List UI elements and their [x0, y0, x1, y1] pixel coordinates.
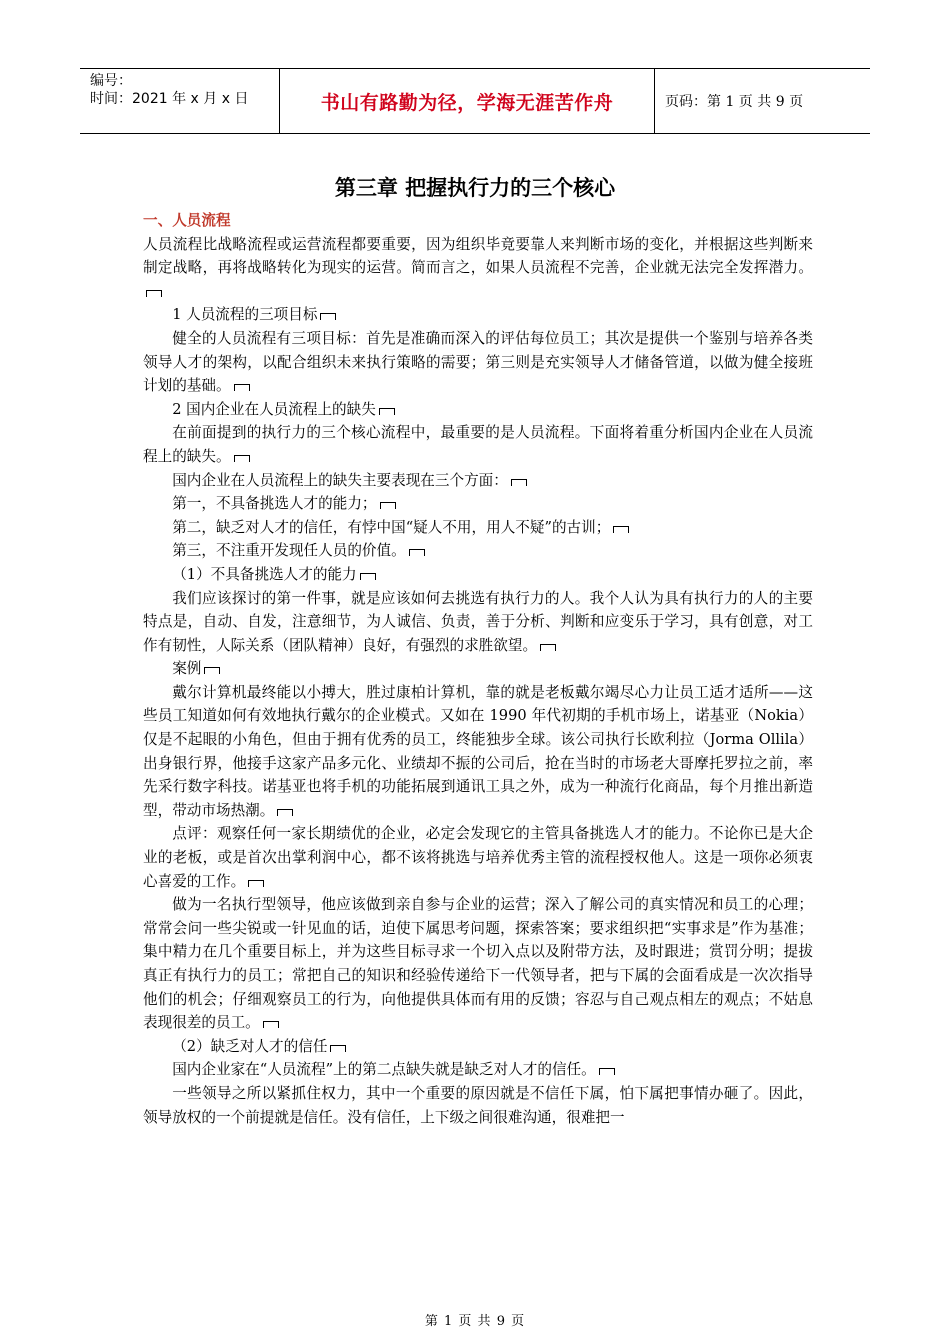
motto: 书山有路勤为径，学海无涯苦作舟: [320, 91, 614, 114]
document-body: [143, 209, 813, 1129]
paragraph: 国内企业家在“人员流程”上的第二点缺失就是缺乏对人才的信任。: [143, 1058, 813, 1082]
paragraph: 一些领导之所以紧抓住权力，其中一个重要的原因就是不信任下属，怕下属把事情办砸了。因此，领导放权的一个前提就是信任。没有信任，上下级之间很难沟通，很难把一: [143, 1084, 813, 1126]
subheading: 案例: [143, 657, 813, 681]
subheading: 1 人员流程的三项目标: [143, 303, 813, 327]
subheading: （1）不具备挑选人才的能力: [143, 563, 813, 587]
list-item: 第二，缺乏对人才的信任，有悖中国“疑人不用，用人不疑”的古训；: [143, 516, 813, 540]
subheading: 2 国内企业在人员流程上的缺失: [143, 398, 813, 422]
list-item: 第三，不注重开发现任人员的价值。: [143, 539, 813, 563]
number-label: 编号：: [90, 73, 132, 89]
list-item: 第一，不具备挑选人才的能力；: [143, 492, 813, 516]
paragraph: 做为一名执行型领导，他应该做到亲自参与企业的运营；深入了解公司的真实情况和员工的心理；常常会问一些尖锐或一针见血的话，迫使下属思考问题，探索答案；要求组织把“实事求是”作为基准；集中精力在几个重要目标上，并为这些目标寻求一个切入点以及附带方法，及时跟进；赏罚分明；提拔真正有执行力的员工；常把自己的知识和经验传递给下一代领导者，把与下属的会面看成是一次次指导他们的机会；仔细观察员工的行为，向他提供具体而有用的反馈；容忍与自己观点相左的观点；不姑息表现很差的员工。: [143, 896, 813, 1032]
paragraph: 健全的人员流程有三项目标：首先是准确而深入的评估每位员工；其次是提供一个鉴别与培养各类领导人才的架构，以配合组织未来执行策略的需要；第三则是充实领导人才储备管道，以做为健全接班计划的基础。: [143, 329, 813, 395]
page-footer: 第 1 页 共 9 页: [424, 1314, 526, 1329]
section-heading: 一、人员流程: [143, 212, 231, 229]
time-label: 时间：2021 年 x 月 x 日: [90, 91, 249, 107]
page-info: 页码：第 1 页 共 9 页: [665, 94, 804, 110]
paragraph: 我们应该探讨的第一件事，就是应该如何去挑选有执行力的人。我个人认为具有执行力的人的主要特点是，自动、自发，注意细节，为人诚信、负责，善于分析、判断和应变乐于学习，具有创意，对工作有韧性，人际关系（团队精神）良好，有强烈的求胜欲望。: [143, 589, 813, 654]
header-table: [80, 68, 870, 134]
paragraph: 在前面提到的执行力的三个核心流程中，最重要的是人员流程。下面将着重分析国内企业在人员流程上的缺失。: [143, 424, 813, 465]
header-meta: [80, 69, 280, 133]
chapter-title: 第三章 把握执行力的三个核心: [334, 176, 616, 200]
paragraph: 戴尔计算机最终能以小搏大，胜过康柏计算机，靠的就是老板戴尔竭尽心力让员工适才适所——这些员工知道如何有效地执行戴尔的企业模式。又如在 1990 年代初期的手机市场上，诺基亚（Nokia）仅是不起眼的小角色，但由于拥有优秀的员工，终能独步全球。该公司执行长欧利拉（Jorma Ollila）出身银行界，他接手这家产品多元化、业绩却不振的公司后，抢在当时的市场老大哥摩托罗拉之前，率先采行数字科技。诺基亚也将手机的功能拓展到通讯工具之外，成为一种流行化商品，每个月推出新造型，带动市场热潮。: [143, 683, 813, 819]
paragraph: 点评：观察任何一家长期绩优的企业，必定会发现它的主管具备挑选人才的能力。不论你已是大企业的老板，或是首次出掌利润中心，都不该将挑选与培养优秀主管的流程授权他人。这是一项你必须衷心喜爱的工作。: [143, 825, 813, 890]
paragraph: 人员流程比战略流程或运营流程都要重要，因为组织毕竟要靠人来判断市场的变化，并根据这些判断来制定战略，再将战略转化为现实的运营。简而言之，如果人员流程不完善，企业就无法完全发挥潜力。: [143, 233, 813, 304]
paragraph: 国内企业在人员流程上的缺失主要表现在三个方面：: [143, 469, 813, 493]
header-motto-cell: [280, 69, 655, 133]
subheading: （2）缺乏对人才的信任: [143, 1035, 813, 1059]
